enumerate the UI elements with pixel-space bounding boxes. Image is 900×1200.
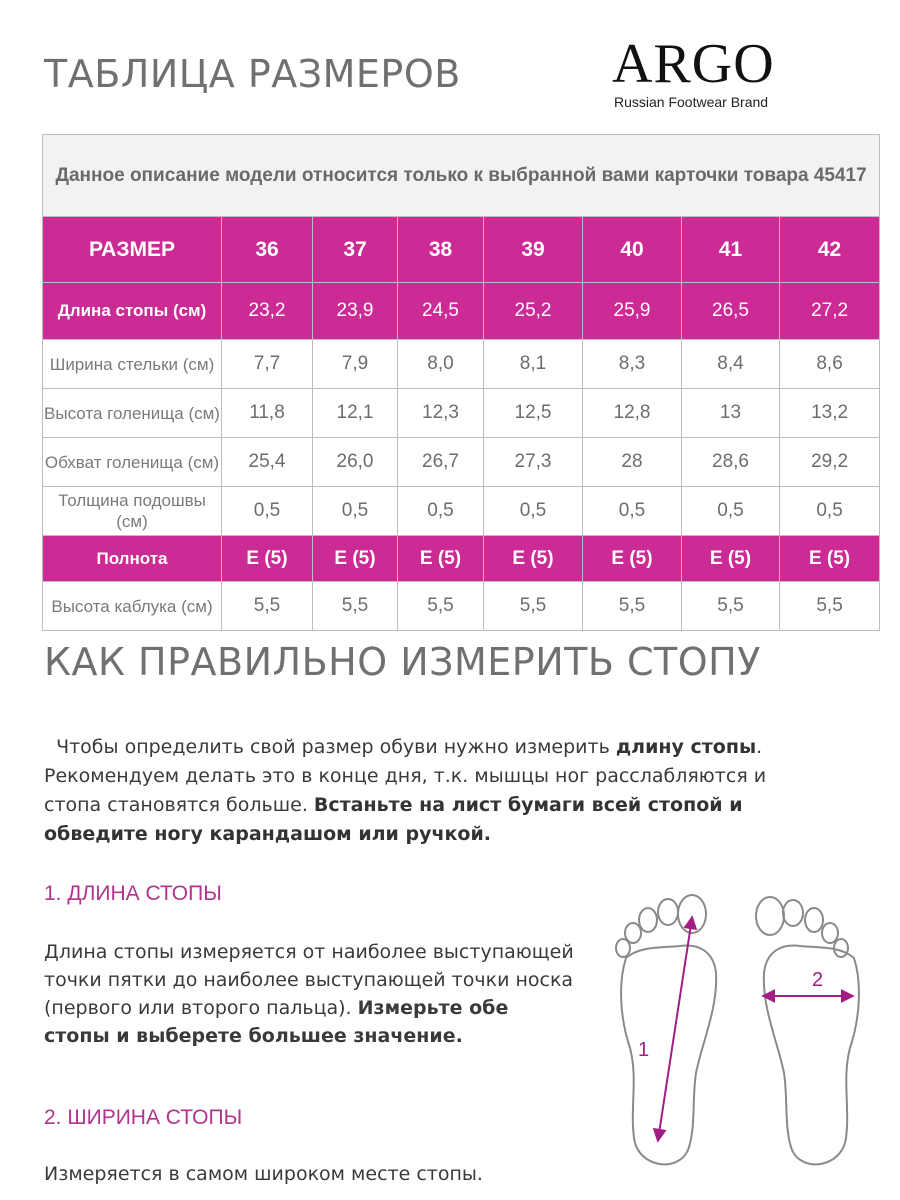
table-cell: 26,5 <box>682 283 780 340</box>
table-cell: 5,5 <box>682 582 780 631</box>
table-cell: 12,8 <box>583 389 682 438</box>
table-cell: 29,2 <box>780 438 880 487</box>
right-toe <box>805 908 823 932</box>
size-cell: 37 <box>313 217 398 283</box>
insole-width-row <box>43 340 880 389</box>
right-big-toe <box>756 897 784 935</box>
table-cell: E (5) <box>682 536 780 582</box>
table-notice: Данное описание модели относится только к выбранной вами карточки товара 45417 <box>43 135 880 217</box>
table-cell: 12,5 <box>484 389 583 438</box>
table-cell: 24,5 <box>398 283 484 340</box>
table-cell: 13,2 <box>780 389 880 438</box>
table-cell: 5,5 <box>398 582 484 631</box>
right-toe <box>783 900 803 926</box>
shaft-girth-row <box>43 438 880 487</box>
left-toe <box>658 899 678 925</box>
shaft-height-row <box>43 389 880 438</box>
table-cell: 25,2 <box>484 283 583 340</box>
size-cell: 36 <box>222 217 313 283</box>
right-toe <box>834 939 848 957</box>
size-cell: 40 <box>583 217 682 283</box>
table-cell: 13 <box>682 389 780 438</box>
length-label: 1 <box>638 1039 650 1061</box>
intro-bold: длину стопы <box>615 736 757 758</box>
left-toe <box>616 939 630 957</box>
left-foot-outline <box>621 945 716 1164</box>
left-big-toe <box>678 895 706 933</box>
table-cell: 0,5 <box>398 487 484 536</box>
page-title: ТАБЛИЦА РАЗМЕРОВ <box>44 52 461 96</box>
howto-title: КАК ПРАВИЛЬНО ИЗМЕРИТЬ СТОПУ <box>44 640 761 684</box>
table-cell: E (5) <box>484 536 583 582</box>
row-label: Обхват голенища (см) <box>43 438 222 487</box>
table-cell: 27,3 <box>484 438 583 487</box>
table-cell: 8,1 <box>484 340 583 389</box>
table-cell: 5,5 <box>780 582 880 631</box>
row-label: Ширина стельки (см) <box>43 340 222 389</box>
row-label: Высота каблука (см) <box>43 582 222 631</box>
table-cell: E (5) <box>780 536 880 582</box>
table-cell: 23,2 <box>222 283 313 340</box>
table-cell: 0,5 <box>583 487 682 536</box>
length-text: Длина стопы измеряется от наиболее выступающей точки пятки до наиболее выступающей точки носка (первого или второго пальца). <box>44 941 574 1019</box>
width-paragraph: Измеряется в самом широком месте стопы. <box>44 1163 483 1185</box>
intro-text: . Рекомендуем делать это в конце дня, т.к. мышцы ног расслабляются и стопа становятся больше. <box>44 736 767 816</box>
brand-name: ARGO <box>612 33 775 95</box>
intro-bold: Встаньте на лист бумаги всей стопой и обведите ногу карандашом или ручкой. <box>44 794 743 845</box>
size-cell: 41 <box>682 217 780 283</box>
table-cell: 11,8 <box>222 389 313 438</box>
length-paragraph <box>44 938 574 1050</box>
row-label: Толщина подошвы (см) <box>43 487 222 536</box>
table-cell: 28,6 <box>682 438 780 487</box>
table-cell: E (5) <box>222 536 313 582</box>
brand-subtitle: Russian Footwear Brand <box>614 94 769 110</box>
table-cell: 5,5 <box>222 582 313 631</box>
table-cell: 7,9 <box>313 340 398 389</box>
left-toe <box>639 908 657 932</box>
table-cell: 0,5 <box>780 487 880 536</box>
length-section-title: 1. ДЛИНА СТОПЫ <box>44 882 222 905</box>
table-cell: 7,7 <box>222 340 313 389</box>
table-cell: 12,3 <box>398 389 484 438</box>
foot-length-row <box>43 283 880 340</box>
table-cell: E (5) <box>313 536 398 582</box>
table-cell: 5,5 <box>313 582 398 631</box>
width-label: 2 <box>812 969 824 991</box>
table-cell: 0,5 <box>484 487 583 536</box>
right-toe <box>822 923 838 943</box>
length-arrow <box>658 918 692 1140</box>
size-cell: 39 <box>484 217 583 283</box>
table-cell: 8,4 <box>682 340 780 389</box>
size-header-row <box>43 217 880 283</box>
table-cell: 25,9 <box>583 283 682 340</box>
table-cell: E (5) <box>583 536 682 582</box>
row-label: Длина стопы (см) <box>43 283 222 340</box>
intro-text: Чтобы определить свой размер обуви нужно измерить <box>56 736 616 758</box>
row-label: Высота голенища (см) <box>43 389 222 438</box>
table-cell: 27,2 <box>780 283 880 340</box>
table-cell: 5,5 <box>484 582 583 631</box>
table-cell: E (5) <box>398 536 484 582</box>
feet-illustration <box>600 888 880 1178</box>
table-cell: 5,5 <box>583 582 682 631</box>
table-cell: 0,5 <box>313 487 398 536</box>
size-table <box>42 134 880 631</box>
table-cell: 0,5 <box>682 487 780 536</box>
row-label: Полнота <box>43 536 222 582</box>
table-cell: 8,6 <box>780 340 880 389</box>
table-cell: 8,3 <box>583 340 682 389</box>
table-cell: 28 <box>583 438 682 487</box>
heel-height-row <box>43 582 880 631</box>
table-cell: 12,1 <box>313 389 398 438</box>
table-cell: 25,4 <box>222 438 313 487</box>
fullness-row <box>43 536 880 582</box>
size-cell: 38 <box>398 217 484 283</box>
table-cell: 26,7 <box>398 438 484 487</box>
width-section-title: 2. ШИРИНА СТОПЫ <box>44 1106 243 1129</box>
header-label: РАЗМЕР <box>43 217 222 283</box>
table-cell: 8,0 <box>398 340 484 389</box>
table-cell: 26,0 <box>313 438 398 487</box>
sole-thickness-row <box>43 487 880 536</box>
brand-logo <box>612 33 812 110</box>
table-cell: 0,5 <box>222 487 313 536</box>
intro-paragraph <box>44 733 824 849</box>
length-bold: Измерьте обе стопы и выберете большее значение. <box>44 997 509 1047</box>
size-cell: 42 <box>780 217 880 283</box>
table-cell: 23,9 <box>313 283 398 340</box>
